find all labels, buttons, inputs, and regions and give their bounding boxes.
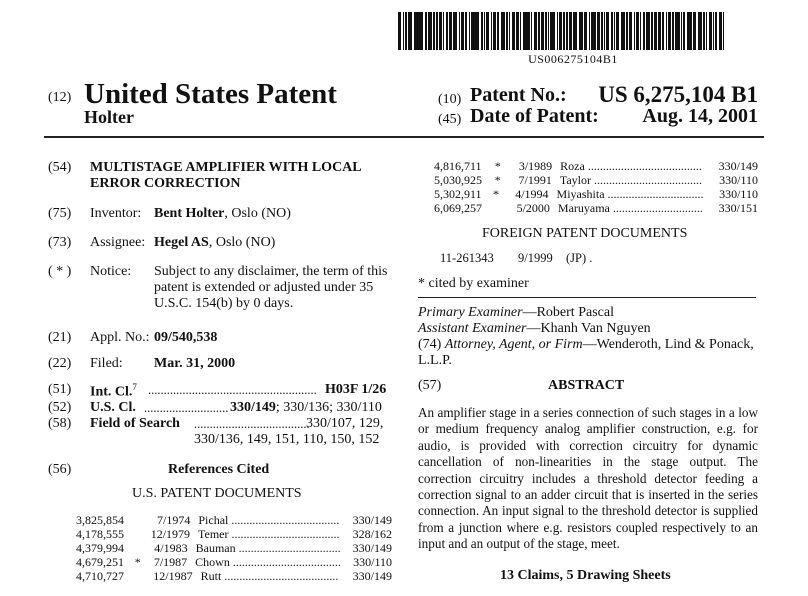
barcode-bar: [709, 12, 712, 50]
primary-examiner: [418, 305, 614, 321]
us-cl-dots: ...........................: [144, 401, 229, 415]
barcode-bar: [672, 12, 674, 50]
barcode-bar: [545, 12, 547, 50]
appl-no-label: Appl. No.:: [90, 330, 150, 345]
patent-no-label: Patent No.:: [470, 84, 567, 106]
ref-date: 5/2000: [516, 201, 550, 215]
field-of-search-line2: 330/136, 149, 151, 110, 150, 152: [194, 432, 380, 447]
barcode-bar: [497, 12, 499, 50]
invention-title-line2: ERROR CORRECTION: [90, 176, 241, 191]
ref-class: 330/110: [719, 187, 758, 201]
assistant-examiner: [418, 321, 651, 337]
date-value: Aug. 14, 2001: [642, 105, 758, 127]
cited-star: [491, 201, 502, 216]
int-cl-label: [90, 382, 137, 401]
barcode-bar: [439, 12, 442, 50]
int-cl-sup: 7: [132, 382, 137, 392]
barcode-bar: [486, 12, 489, 50]
barcode-bar: [654, 12, 657, 50]
assistant-examiner-name: —Khanh Van Nguyen: [526, 321, 651, 336]
date-label: Date of Patent:: [470, 105, 599, 127]
cited-by-examiner-note: * cited by examiner: [418, 276, 529, 291]
ref-date: 7/1991: [518, 173, 552, 187]
right-reference-row: [434, 173, 758, 188]
assignee-label: Assignee:: [90, 235, 146, 250]
ref-inventor: Maruyama ..............................: [557, 201, 703, 215]
barcode-bar: [668, 12, 671, 50]
ref-date: 7/1987: [153, 555, 188, 569]
barcode-bar: [601, 12, 603, 50]
barcode-bar: [606, 12, 609, 50]
barcode-bar: [683, 12, 685, 50]
patent-number: 4,379,994: [76, 541, 124, 555]
barcode-bar: [481, 12, 483, 50]
examiner-rule: [418, 297, 756, 298]
filed-value: Mar. 31, 2000: [154, 356, 236, 371]
ref-date: 12/1987: [153, 569, 193, 583]
patent-title: United States Patent: [84, 78, 337, 110]
barcode-bar: [531, 12, 533, 50]
us-patent-docs-title: U.S. PATENT DOCUMENTS: [132, 486, 302, 501]
int-cl-value: H03F 1/26: [325, 382, 387, 397]
patent-no-value: US 6,275,104 B1: [598, 82, 758, 107]
ref-inventor: Taylor ....................................: [559, 173, 702, 187]
barcode-bar: [611, 12, 613, 50]
barcode-bar: [506, 12, 508, 50]
barcode-bar: [636, 12, 639, 50]
patent-number: 4,816,711: [434, 159, 482, 173]
left-reference-row: [76, 555, 392, 570]
barcode-bar: [597, 12, 600, 50]
left-reference-row: [76, 541, 392, 556]
barcode-number: US006275104B1: [528, 52, 618, 66]
barcode-bar: [706, 12, 708, 50]
ref-class: 330/149: [352, 541, 392, 555]
barcode-bar: [616, 12, 619, 50]
barcode-bar: [523, 12, 525, 50]
code-75: (75): [48, 206, 72, 221]
foreign-patent-number: 11-261343: [440, 251, 494, 265]
code-21: (21): [48, 330, 72, 345]
header-rule: [44, 136, 764, 138]
barcode-bar: [408, 12, 413, 50]
barcode-bar: [621, 12, 626, 50]
barcode-bar: [646, 12, 651, 50]
barcode-bar: [662, 12, 664, 50]
barcode-bar: [403, 12, 405, 50]
patent-number: 6,069,257: [434, 201, 482, 215]
code-22: (22): [48, 356, 72, 371]
cited-star: [133, 541, 144, 556]
attorney-line2: L.L.P.: [418, 353, 452, 368]
ref-class: 328/162: [352, 527, 392, 541]
barcode-bar: [541, 12, 544, 50]
right-reference-row: [434, 159, 758, 174]
barcode-bar: [491, 12, 493, 50]
notice-line2: patent is extended or adjusted under 35: [154, 280, 374, 295]
code-58: (58): [48, 416, 72, 431]
barcode-bar: [640, 12, 642, 50]
barcode-bar: [658, 12, 661, 50]
ref-class: 330/110: [719, 173, 759, 187]
barcode-bar: [516, 12, 519, 50]
inventor-label: Inventor:: [90, 206, 142, 221]
barcode-bar: [433, 12, 435, 50]
notice-line1: Subject to any disclaimer, the term of this: [154, 264, 388, 279]
abstract-text: An amplifier stage in a series connection of such stages in a low or medium frequency analog amplifier construction, e.g. for audio, is provided with correction circuitry for dynamic cancellation of non-linearities in the stage output. The correction circuitry includes a threshold detector feeding a correction signal to an adder circuit that is inserted in the series connection. An input signal to the threshold detector is supplied from a junction where e.g. resistors coupled respectively to an input and an output of the stage, meet.: [418, 405, 758, 552]
assistant-examiner-label: Assistant Examiner: [418, 321, 527, 336]
inventor-location: , Oslo (NO): [224, 206, 291, 221]
barcode-bar: [566, 12, 568, 50]
barcode-bar: [591, 12, 596, 50]
barcode-bar: [563, 12, 565, 50]
ref-class: 330/149: [718, 159, 758, 173]
barcode-bar: [573, 12, 578, 50]
ref-date: 12/1979: [150, 527, 191, 541]
assignee-name: Hegel AS: [154, 235, 209, 250]
invention-title-line1: MULTISTAGE AMPLIFIER WITH LOCAL: [90, 160, 362, 175]
us-cl-primary: 330/149: [230, 400, 276, 415]
ref-inventor: Pichal ....................................: [198, 513, 340, 527]
barcode-bar: [643, 12, 645, 50]
barcode-bar: [520, 12, 522, 50]
code-74: (74): [418, 337, 442, 352]
barcode-bar: [471, 12, 476, 50]
barcode-bar: [501, 12, 506, 50]
barcode-bar: [681, 12, 683, 50]
barcode-bar: [723, 12, 725, 50]
us-cl-value: [230, 400, 382, 416]
ref-inventor: Chown ....................................: [195, 555, 341, 569]
ref-class: 330/149: [352, 513, 392, 527]
code-51: (51): [48, 382, 72, 397]
ref-date: 3/1989: [518, 159, 553, 173]
right-reference-row: [434, 201, 758, 216]
right-reference-row: [434, 187, 758, 202]
barcode-bar: [469, 12, 471, 50]
cited-star: [134, 527, 145, 542]
inventor-value: [154, 206, 291, 222]
notice-label: Notice:: [90, 264, 132, 279]
barcode-bar: [512, 12, 515, 50]
ref-inventor: Miyashita ................................: [556, 187, 704, 201]
ref-date: 4/1994: [515, 187, 549, 201]
field-of-search-dots: .....................................: [194, 417, 310, 431]
cited-star: *: [134, 555, 141, 569]
cited-star: *: [494, 173, 501, 187]
foreign-patent-date: 9/1999: [518, 251, 553, 265]
patent-number: 5,030,925: [434, 173, 482, 187]
patent-number: 4,679,251: [76, 555, 124, 569]
barcode-bar: [534, 12, 537, 50]
barcode-bar: [614, 12, 616, 50]
barcode-bar: [713, 12, 715, 50]
barcode-bar: [459, 12, 461, 50]
ref-inventor: Temer ....................................: [198, 527, 340, 541]
ref-inventor: Rutt ......................................: [200, 569, 339, 583]
barcode-bar: [548, 12, 550, 50]
ref-class: 330/110: [353, 555, 393, 569]
foreign-patent-docs-title: FOREIGN PATENT DOCUMENTS: [482, 226, 688, 241]
barcode-bar: [569, 12, 572, 50]
barcode-bar: [398, 12, 401, 50]
primary-examiner-name: —Robert Pascal: [522, 305, 614, 320]
barcode-bar: [557, 12, 559, 50]
notice-line3: U.S.C. 154(b) by 0 days.: [154, 296, 294, 311]
attorney-name: —Wenderoth, Lind & Ponack,: [582, 337, 754, 352]
left-reference-row: [76, 527, 392, 542]
barcode-bar: [509, 12, 511, 50]
barcode-bar: [428, 12, 433, 50]
cited-star: [135, 569, 146, 584]
cited-star: *: [494, 159, 501, 173]
int-cl-text: Int. Cl.: [90, 384, 133, 400]
code-12: (12): [48, 90, 72, 105]
barcode-bar: [687, 12, 690, 50]
abstract-title: ABSTRACT: [548, 378, 625, 393]
ref-class: 330/151: [718, 201, 758, 215]
barcode-bar: [604, 12, 606, 50]
foreign-patent-country: (JP) .: [566, 251, 593, 265]
primary-examiner-label: Primary Examiner: [418, 305, 523, 320]
barcode-bar: [634, 12, 636, 50]
barcode-bar: [446, 12, 448, 50]
barcode-bar: [550, 12, 555, 50]
code-56: (56): [48, 462, 72, 477]
code-54: (54): [48, 160, 72, 175]
inventor-short: Holter: [84, 107, 134, 127]
patent-number: 3,825,854: [76, 513, 124, 527]
notice-code: ( * ): [48, 264, 72, 279]
barcode-bar: [416, 12, 419, 50]
barcode-bar: [538, 12, 540, 50]
barcode-bar: [703, 12, 705, 50]
barcode-bar: [425, 12, 427, 50]
barcode-bar: [651, 12, 653, 50]
barcode-bar: [420, 12, 423, 50]
barcode-bar: [449, 12, 452, 50]
barcode-bar: [405, 12, 407, 50]
field-of-search-label: Field of Search: [90, 416, 180, 431]
us-cl-others: ; 330/136; 330/110: [275, 400, 382, 415]
barcode-bar: [690, 12, 692, 50]
barcode-bar: [414, 12, 416, 50]
cited-star: *: [492, 187, 499, 201]
cited-star: [134, 513, 145, 528]
assignee-value: [154, 235, 275, 251]
barcode-bar: [461, 12, 464, 50]
field-of-search-line1: 330/107, 129,: [306, 416, 384, 431]
assignee-location: , Oslo (NO): [208, 235, 276, 250]
barcode-bar: [581, 12, 583, 50]
barcode-bar: [584, 12, 587, 50]
barcode-bar: [626, 12, 628, 50]
ref-class: 330/149: [352, 569, 392, 583]
patent-number: 5,302,911: [434, 187, 482, 201]
barcode-bar: [484, 12, 486, 50]
barcode-bar: [666, 12, 668, 50]
filed-label: Filed:: [90, 356, 123, 371]
patent-number: 4,710,727: [76, 569, 124, 583]
barcode-bar: [693, 12, 696, 50]
code-52: (52): [48, 400, 72, 415]
barcode-bar: [675, 12, 680, 50]
ref-date: 7/1974: [157, 513, 191, 527]
claims-summary: 13 Claims, 5 Drawing Sheets: [500, 568, 671, 583]
patent-number: 4,178,555: [76, 527, 124, 541]
barcode-bar: [436, 12, 438, 50]
barcode-bar: [589, 12, 591, 50]
barcode-bar: [629, 12, 632, 50]
barcode-bar: [476, 12, 479, 50]
ref-inventor: Roza ......................................: [560, 159, 702, 173]
barcode-bar: [579, 12, 581, 50]
barcode-graphic: [398, 12, 748, 50]
left-reference-row: [76, 513, 392, 528]
inventor-name: Bent Holter: [154, 206, 225, 221]
barcode-bar: [525, 12, 530, 50]
barcode-bar: [715, 12, 717, 50]
barcode-bar: [465, 12, 467, 50]
code-73: (73): [48, 235, 72, 250]
references-cited-title: References Cited: [168, 462, 270, 477]
code-57: (57): [418, 378, 442, 393]
us-cl-label: U.S. Cl.: [90, 400, 136, 415]
attorney-line1: [418, 337, 754, 353]
barcode-bar: [698, 12, 703, 50]
barcode-bar: [453, 12, 458, 50]
left-reference-row: [76, 569, 392, 584]
int-cl-dots: ......................................................: [148, 383, 317, 397]
ref-inventor: Bauman ..................................: [195, 541, 341, 555]
barcode-bar: [719, 12, 722, 50]
ref-date: 4/1983: [154, 541, 188, 555]
appl-no-value: 09/540,538: [154, 330, 218, 345]
barcode-bar: [443, 12, 445, 50]
code-10: (10): [438, 92, 462, 107]
attorney-label: Attorney, Agent, or Firm: [444, 337, 583, 352]
barcode-bar: [493, 12, 496, 50]
barcode-bar: [559, 12, 562, 50]
code-45: (45): [438, 112, 462, 127]
